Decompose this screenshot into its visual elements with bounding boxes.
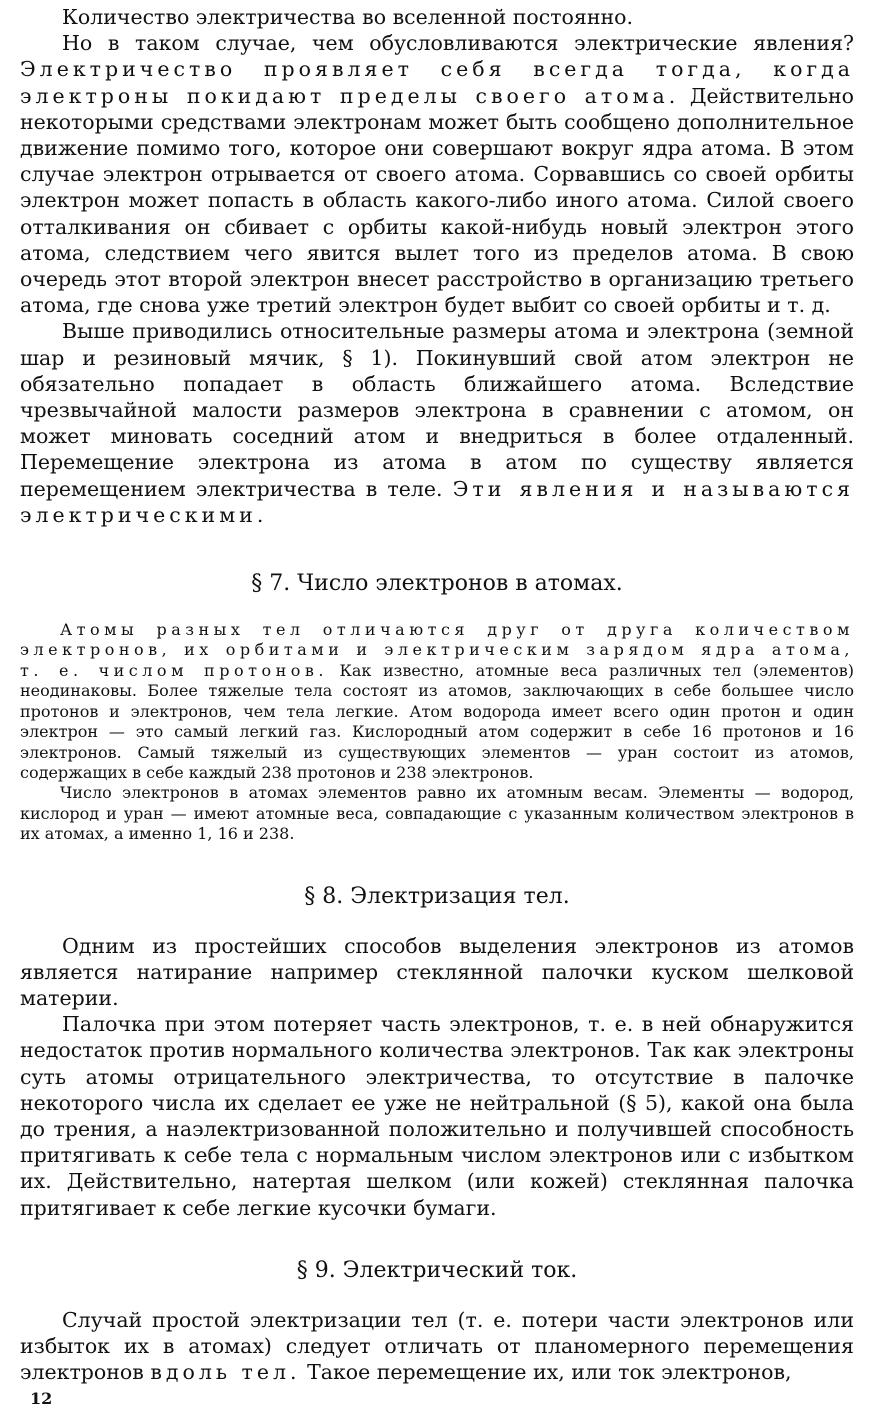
paragraph-text: Выше приводились относительные размеры атома и электрона (земной шар и резиновый мячик, § 1). Покинувший свой атом электрон не обязательно попадает в область ближайшего атома. Вследствие чрезвычайной малости размеров электрона в сравнении с атомом, он может миновать соседний атом и внедриться в более отдаленный. Перемещение электрона из атома в атом по существу является перемещением электричества в теле. (20, 319, 854, 501)
section-heading: § 7. Число электронов в атомах. (251, 571, 623, 597)
emphasized-text: Атомы разных тел отличаются друг от друга количеством электронов, их орбитами и электрическим зарядом ядра атома, т. е. числом протонов. (20, 620, 854, 680)
intro-text (20, 4, 854, 528)
paragraph-text: Случай простой электризации тел (т. е. потери части электронов или избыток их в атомах) следует отличать от планомерного перемещения электронов (20, 1307, 854, 1385)
paragraph-text: Такое перемещение их, или ток электронов, (300, 1360, 792, 1385)
section-heading: § 9. Электрический ток. (296, 1257, 578, 1283)
emphasized-text: Электричество проявляет себя всегда тогда, когда электроны покидают пределы своего атома. (20, 57, 854, 108)
paragraph-text: Число электронов в атомах элементов равно их атомным весам. Элементы — водород, кислород и уран — имеют атомные веса, совпадающие с указанным количеством электронов в их атомах, а именно 1, 16 и 238. (20, 783, 854, 844)
paragraph-text: Как известно, атомные веса различных тел (элементов) неодинаковы. Более тяжелые тела состоят из атомов, заключающих в себе большее число протонов и электронов, чем тела легкие. Атом водорода имеет всего один протон и один электрон — это самый легкий газ. Кислородный атом содержит в себе 16 протонов и 16 электронов. Самый тяжелый из существующих элементов — уран состоит из атомов, содержащих в себе каждый 238 протонов и 238 электронов. (20, 660, 854, 782)
paragraph (20, 318, 854, 528)
section9-text (20, 1307, 854, 1386)
paragraph (20, 783, 854, 844)
paragraph (20, 1011, 854, 1221)
paragraph (20, 933, 854, 1012)
paragraph-text: Одним из простейших способов выделения электронов из атомов является натирание например стеклянной палочки куском шелковой материи. (20, 933, 854, 1010)
emphasized-text: Эти явления и называются электрическими. (20, 476, 854, 527)
page-number: 12 (30, 1389, 53, 1408)
paragraph-text: Палочка при этом потеряет часть электронов, т. е. в ней обнаружится недостаток против нормального количества электронов. Так как электроны суть атомы отрицательного электричества, то отсутствие в палочке некоторого числа их сделает ее уже не нейтральной (§ 5), какой она была до трения, а наэлектризованной положительно и получившей способность притягивать к себе тела с нормальным числом электронов или с избытком их. Действительно, натертая шелком (или кожей) стеклянная палочка притягивает к себе легкие кусочки бумаги. (20, 1012, 854, 1220)
paragraph (20, 4, 854, 30)
paragraph-text: Действительно некоторыми средствами электронам может быть сообщено дополнительное движение помимо того, которое они совершают вокруг ядра атома. В этом случае электрон отрывается от своего атома. Сорвавшись со своей орбиты электрон может попасть в область какого-либо иного атома. Силой своего отталкивания он сбивает с орбиты какой-нибудь новый электрон этого атома, следствием чего явится вылет того из пределов атома. В свою очередь этот второй электрон внесет расстройство в организацию третьего атома, где снова уже третий электрон будет выбит со своей орбиты и т. д. (20, 83, 854, 318)
paragraph (20, 620, 854, 783)
paragraph (20, 1307, 854, 1386)
section7-text (20, 620, 854, 844)
section8-text (20, 933, 854, 1221)
emphasized-text: вдоль тел. (150, 1360, 301, 1385)
paragraph (20, 30, 854, 318)
paragraph-text: Но в таком случае, чем обусловливаются электрические явления? (62, 31, 854, 56)
paragraph-text: Количество электричества во вселенной постоянно. (62, 5, 634, 29)
section-heading: § 8. Электризация тел. (304, 883, 570, 909)
